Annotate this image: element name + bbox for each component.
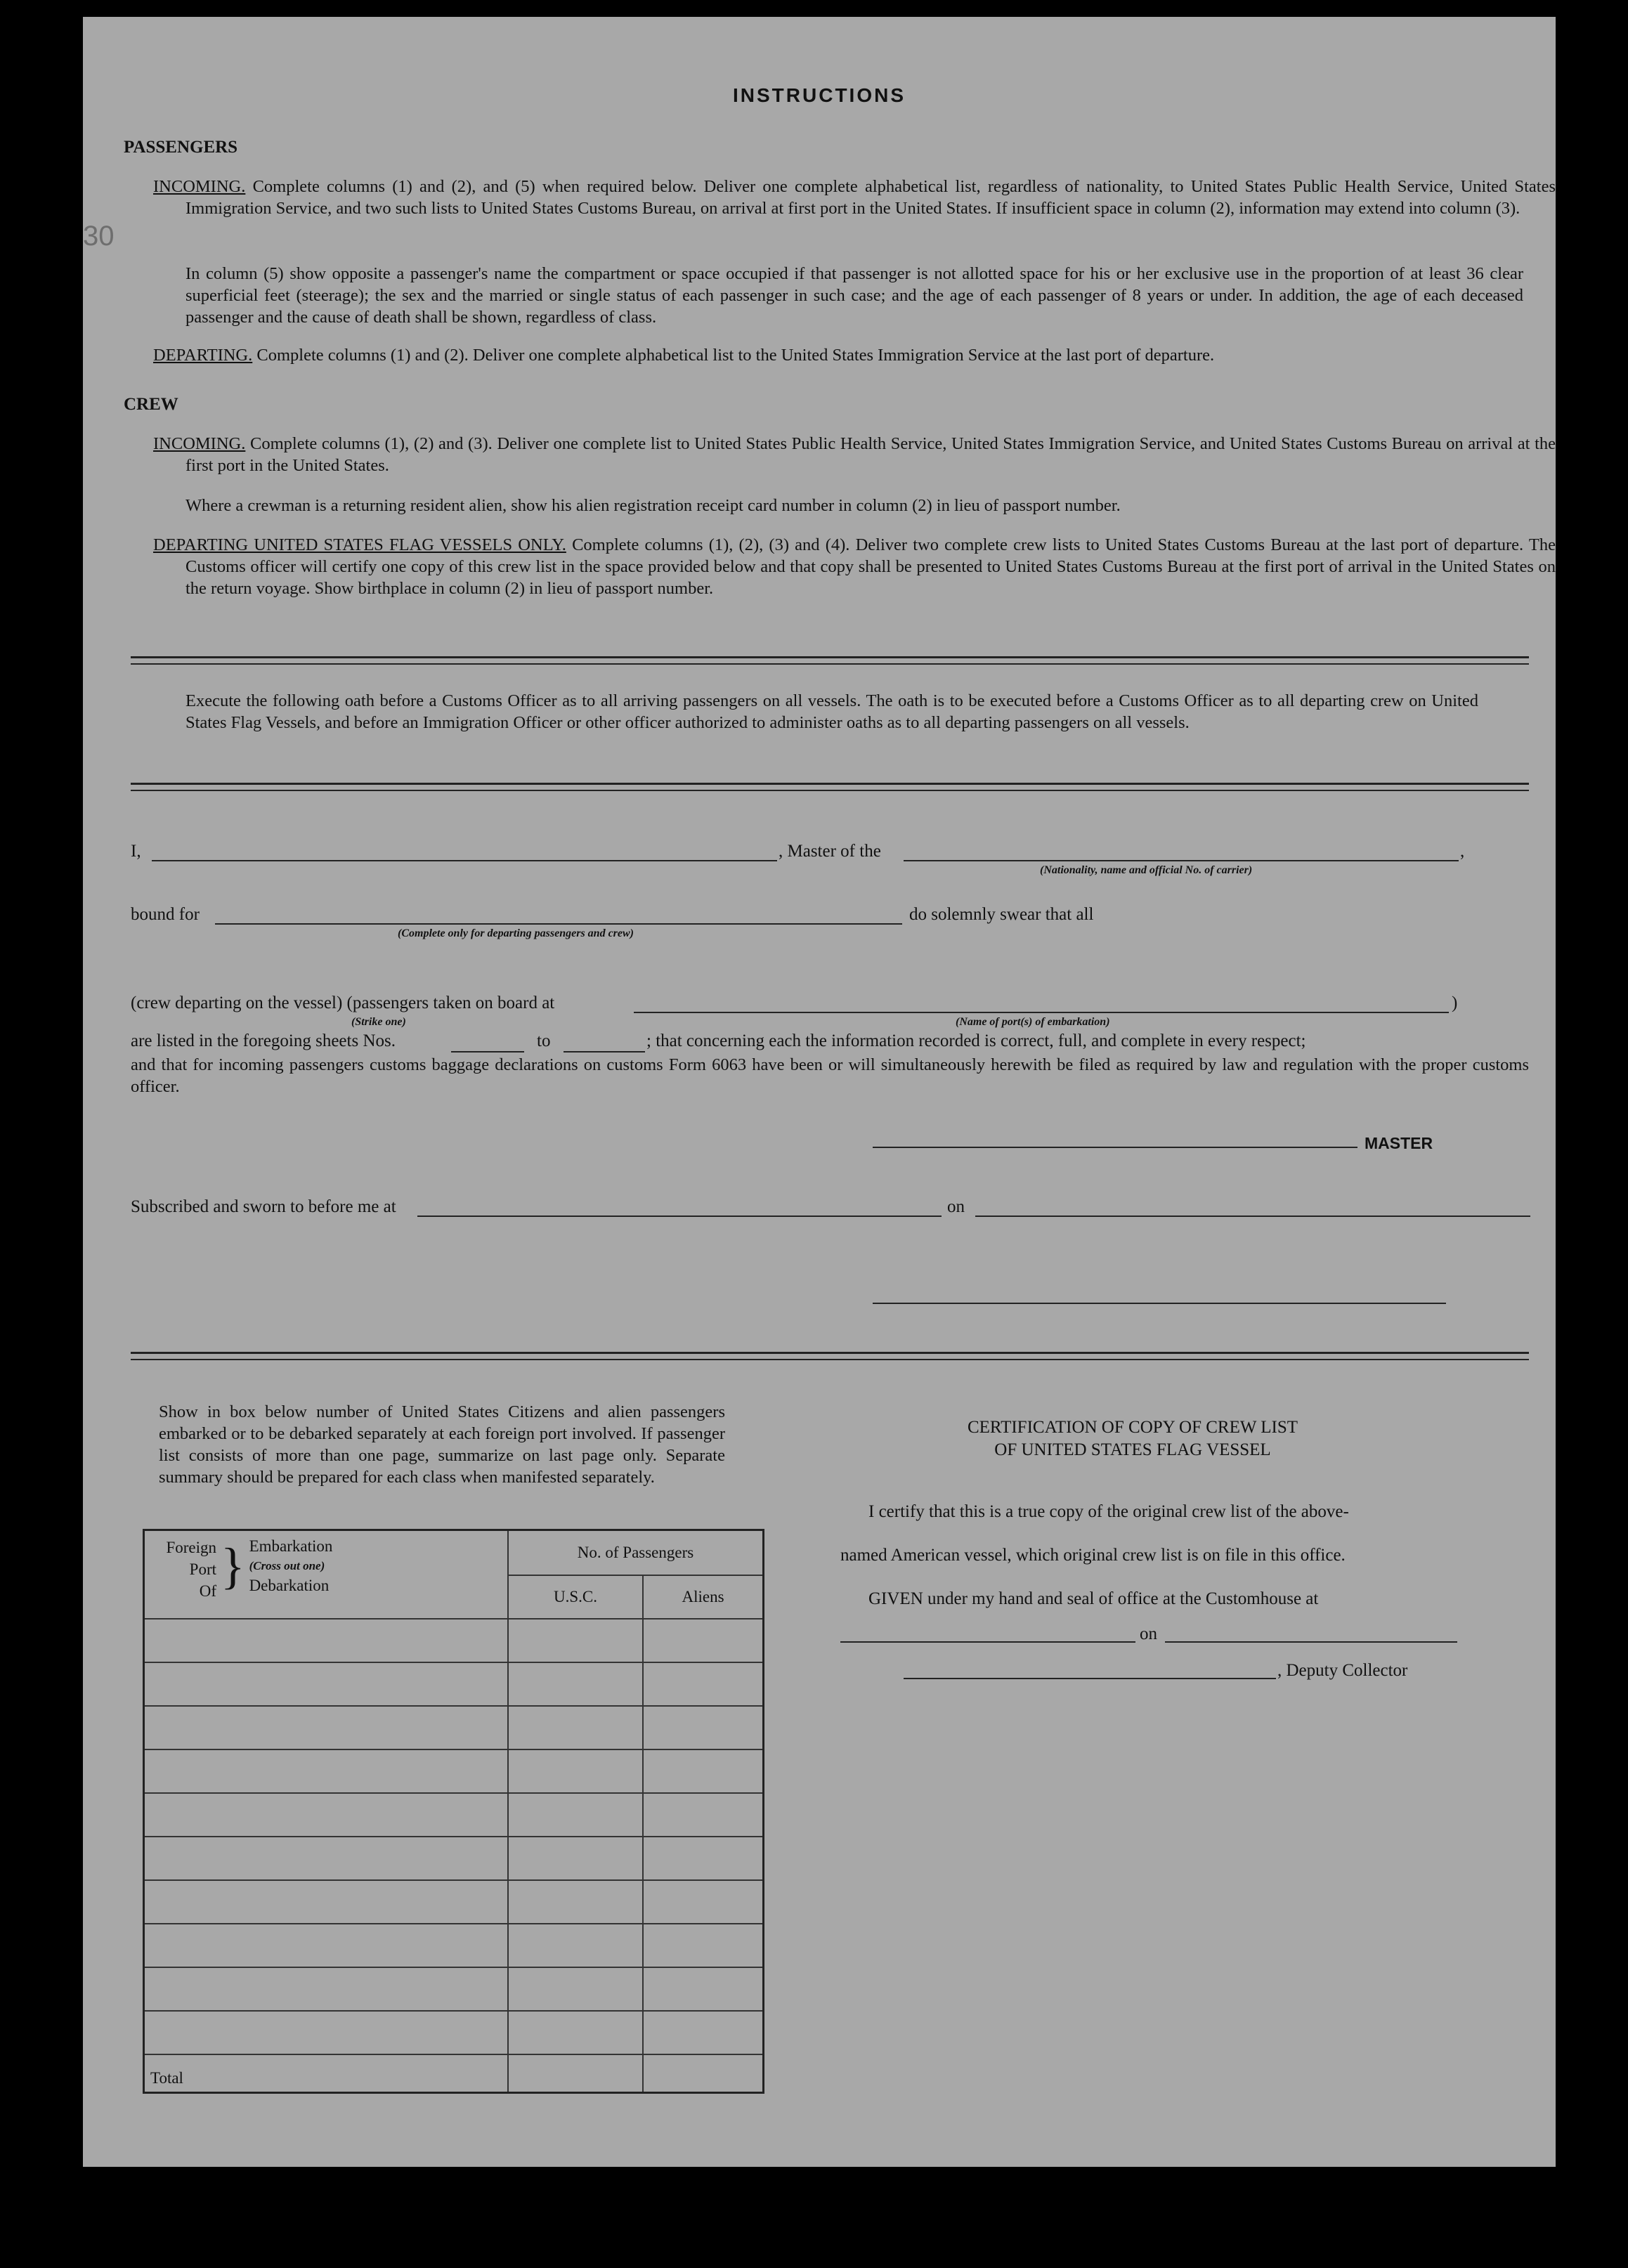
master-name-field[interactable]: [152, 860, 777, 861]
strike-one-note: (Strike one): [351, 1016, 406, 1028]
crew-departing-label: DEPARTING UNITED STATES FLAG VESSELS ONLY.: [153, 535, 566, 554]
divider-top-2: [131, 663, 1529, 665]
summary-port-cell[interactable]: [144, 1749, 509, 1793]
crew-resident-text: Where a crewman is a returning resident alien, show his alien registration receipt card number in column (2) in lieu of passport number.: [185, 496, 1121, 515]
summary-port-cell[interactable]: [144, 1662, 509, 1706]
col-foreign: Foreign: [166, 1539, 216, 1556]
subscribed-date-field[interactable]: [975, 1216, 1530, 1217]
port-header-cell: [144, 1530, 509, 1619]
col-port: Port: [189, 1560, 216, 1578]
cert-text-line2: named American vessel, which original crew list is on file in this office.: [840, 1546, 1346, 1565]
sheet-from-field[interactable]: [451, 1051, 524, 1052]
crew-heading: CREW: [124, 395, 178, 414]
summary-aliens-cell[interactable]: [643, 1793, 764, 1837]
summary-port-cell[interactable]: [144, 1837, 509, 1880]
summary-port-cell[interactable]: [144, 2011, 509, 2054]
handwritten-number: 30: [83, 221, 115, 252]
oath-intro: Execute the following oath before a Customs Officer as to all arriving passengers on all vessels. The oath is to be executed before a Customs Officer as to all departing crew on United States Flag Vessels, and before an Immigration Officer or other officer authorized to administer oaths as to all departing passengers on all vessels.: [185, 691, 1478, 732]
subscribed-on-label: on: [947, 1197, 965, 1216]
carrier-note: (Nationality, name and official No. of carrier): [1040, 864, 1253, 876]
listed-b-label: ; that concerning each the information recorded is correct, full, and complete in every respect;: [646, 1031, 1306, 1050]
crew-departing-block: [153, 534, 1556, 599]
col-of: Of: [199, 1582, 216, 1600]
summary-usc-cell[interactable]: [508, 1706, 643, 1749]
column5-text: In column (5) show opposite a passenger's name the compartment or space occupied if that passenger is not allotted space for his or her exclusive use in the proportion of at least 36 clear superficial feet (steerage); the sex and the married or single status of each passenger in such case; and the age of each passenger of 8 years or under. In addition, the age of each deceased passenger and the cause of death shall be shown, regardless of class.: [185, 264, 1523, 327]
summary-aliens-cell[interactable]: [643, 1880, 764, 1924]
carrier-comma: ,: [1460, 842, 1465, 861]
divider-oath: [131, 783, 1529, 785]
summary-total-aliens-cell[interactable]: [643, 2054, 764, 2093]
listed-sheets-line: [131, 1031, 1529, 1051]
col-embarkation: Embarkation: [249, 1537, 333, 1555]
summary-usc-cell[interactable]: [508, 1619, 643, 1662]
summary-port-cell[interactable]: [144, 1793, 509, 1837]
divider-oath-2: [131, 790, 1529, 791]
summary-total-usc-cell[interactable]: [508, 2054, 643, 2093]
passenger-summary-table: [143, 1529, 764, 2094]
col-aliens: Aliens: [643, 1575, 764, 1619]
bound-note: (Complete only for departing passengers and crew): [398, 927, 634, 939]
summary-usc-cell[interactable]: [508, 1924, 643, 1967]
master-signature-field[interactable]: [873, 1147, 1357, 1148]
passengers-departing-block: [153, 344, 1523, 366]
master-label: MASTER: [1365, 1134, 1433, 1152]
summary-usc-cell[interactable]: [508, 1837, 643, 1880]
officer-signature-field[interactable]: [873, 1303, 1446, 1304]
master-of-label: , Master of the: [779, 842, 881, 861]
swear-label: do solemnly swear that all: [909, 905, 1094, 924]
deputy-signature-field[interactable]: [904, 1678, 1276, 1679]
embarkation-port-field[interactable]: [634, 1012, 1449, 1013]
customhouse-field[interactable]: [840, 1641, 1135, 1643]
form-page: [83, 17, 1556, 2167]
passengers-departing-label: DEPARTING.: [153, 346, 253, 365]
listed-rest: and that for incoming passengers customs baggage declarations on customs Form 6063 have been or will simultaneously herewith be filed as required by law and regulation with the proper customs officer.: [131, 1055, 1529, 1096]
bound-for-label: bound for: [131, 905, 200, 924]
crew-departing-label: (crew departing on the vessel) (passengers taken on board at: [131, 993, 555, 1012]
oath-i-label: I,: [131, 842, 141, 861]
divider-bottom-2: [131, 1359, 1529, 1360]
listed-to-label: to: [537, 1031, 551, 1050]
divider-bottom: [131, 1352, 1529, 1354]
page-title: INSTRUCTIONS: [733, 84, 906, 106]
subscribed-place-field[interactable]: [417, 1216, 942, 1217]
subscribed-label: Subscribed and sworn to before me at: [131, 1197, 396, 1216]
passengers-departing-text: Complete columns (1) and (2). Deliver one complete alphabetical list to the United States Immigration Service at the last port of departure.: [256, 346, 1215, 365]
summary-aliens-cell[interactable]: [643, 1967, 764, 2011]
summary-intro: Show in box below number of United States Citizens and alien passengers embarked or to be debarked separately at each foreign port involved. If passenger list consists of more than one page, summarize on last page only. Separate summary should be prepared for each class when manifested separately.: [159, 1402, 725, 1487]
crew-incoming-block: [153, 433, 1556, 476]
cert-on-label: on: [1140, 1624, 1157, 1643]
passengers-incoming-text: Complete columns (1) and (2), and (5) when required below. Deliver one complete alphabetical list, regardless of nationality, to United States Public Health Service, United States Immigration Service, and two such lists to United States Customs Bureau, on arrival at first port in the United States. If insufficient space in column (2), information may extend into column (3).: [185, 177, 1556, 218]
summary-port-cell[interactable]: [144, 1706, 509, 1749]
cert-given: GIVEN under my hand and seal of office at the Customhouse at: [868, 1589, 1319, 1608]
summary-usc-cell[interactable]: [508, 1749, 643, 1793]
col-usc: U.S.C.: [508, 1575, 643, 1619]
divider-top: [131, 656, 1529, 658]
summary-usc-cell[interactable]: [508, 1967, 643, 2011]
carrier-field[interactable]: [904, 860, 1459, 861]
col-no-passengers: No. of Passengers: [508, 1530, 764, 1575]
cert-title-line2: OF UNITED STATES FLAG VESSEL: [994, 1440, 1271, 1459]
cert-title-line1: CERTIFICATION OF COPY OF CREW LIST: [967, 1418, 1298, 1437]
passengers-heading: PASSENGERS: [124, 138, 238, 157]
passengers-incoming-label: INCOMING.: [153, 177, 246, 196]
col-cross: (Cross out one): [249, 1559, 325, 1572]
summary-aliens-cell[interactable]: [643, 1706, 764, 1749]
cert-date-field[interactable]: [1165, 1641, 1457, 1643]
port-note: (Name of port(s) of embarkation): [956, 1016, 1110, 1028]
col-debarkation: Debarkation: [249, 1577, 330, 1594]
summary-aliens-cell[interactable]: [643, 2011, 764, 2054]
summary-port-cell[interactable]: [144, 1967, 509, 2011]
summary-port-cell[interactable]: [144, 1619, 509, 1662]
summary-aliens-cell[interactable]: [643, 1662, 764, 1706]
sheet-to-field[interactable]: [564, 1051, 645, 1052]
crew-incoming-text: Complete columns (1), (2) and (3). Deliver one complete list to United States Public Health Service, United States Immigration Service, and United States Customs Bureau on arrival at the first port in the United States.: [185, 434, 1556, 475]
summary-aliens-cell[interactable]: [643, 1924, 764, 1967]
bound-for-field[interactable]: [215, 923, 902, 925]
crew-departing-text: Complete columns (1), (2), (3) and (4). Deliver two complete crew lists to United States Customs Bureau at the last port of departure. The Customs officer will certify one copy of this crew list in the space provided below and that copy shall be presented to United States Customs Bureau at the first port of arrival in the United States on the return voyage. Show birthplace in column (2) in lieu of passport number.: [185, 535, 1556, 598]
passengers-incoming-block: [153, 176, 1556, 219]
close-paren: ): [1452, 993, 1458, 1012]
summary-usc-cell[interactable]: [508, 1793, 643, 1837]
summary-usc-cell[interactable]: [508, 1880, 643, 1924]
summary-usc-cell[interactable]: [508, 1662, 643, 1706]
summary-total-label: Total: [144, 2054, 509, 2093]
listed-a-label: are listed in the foregoing sheets Nos.: [131, 1031, 396, 1050]
summary-aliens-cell[interactable]: [643, 1837, 764, 1880]
summary-port-cell[interactable]: [144, 1880, 509, 1924]
summary-aliens-cell[interactable]: [643, 1749, 764, 1793]
summary-usc-cell[interactable]: [508, 2011, 643, 2054]
crew-incoming-label: INCOMING.: [153, 434, 246, 453]
deputy-label: , Deputy Collector: [1277, 1661, 1408, 1680]
summary-aliens-cell[interactable]: [643, 1619, 764, 1662]
cert-text-line1: I certify that this is a true copy of the original crew list of the above-: [868, 1502, 1349, 1521]
brace-icon: }: [221, 1538, 245, 1594]
summary-port-cell[interactable]: [144, 1924, 509, 1967]
